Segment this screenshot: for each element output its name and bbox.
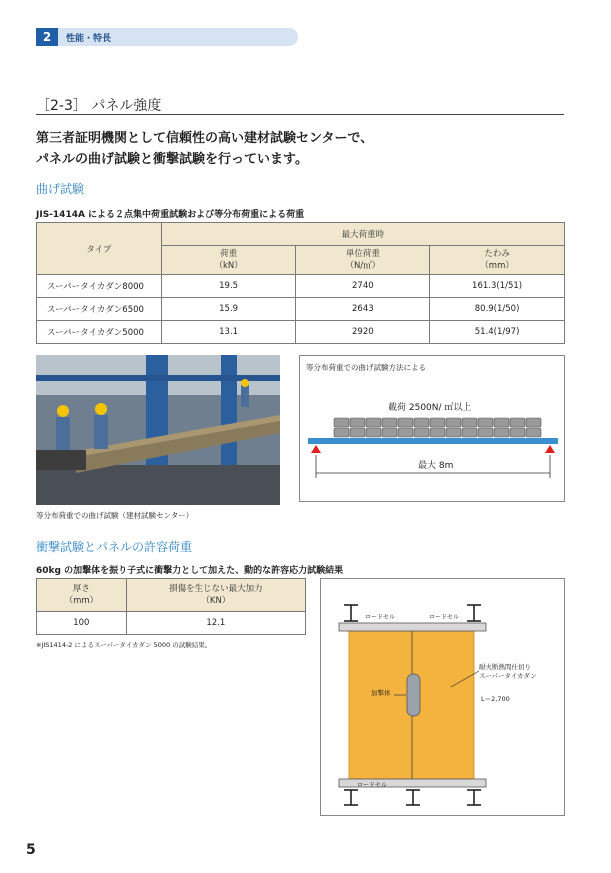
col-header-max-force: 損傷を生じない最大加力 （KN） — [126, 579, 305, 612]
section-number-badge: 2 — [36, 28, 58, 46]
test-photo-illustration — [36, 355, 280, 505]
panel-label: 耐火断熱間仕切り スーパータイカダン — [479, 663, 537, 680]
col-header-deflection: たわみ （mm） — [430, 246, 565, 275]
load-cell-label-top-left: ロードセル — [365, 614, 395, 621]
lead-line-2: パネルの曲げ試験と衝撃試験を行っています。 — [36, 152, 308, 167]
col-header-thickness: 厚さ （mm） — [37, 579, 127, 612]
footnote: ※JIS1414-2 によるスーパータイカダン 5000 の試験結果。 — [36, 641, 212, 649]
bending-diagram-drawing — [300, 356, 566, 503]
impact-table-caption: 60kg の加撃体を振り子式に衝撃力として加えた、動的な許容応力試験結果 — [36, 566, 344, 576]
lead-line-1: 第三者証明機関として信頼性の高い建材試験センターで、 — [36, 131, 374, 146]
table-row: 100 12.1 — [37, 612, 306, 635]
length-label: L＝2,700 — [481, 695, 510, 703]
impact-table — [36, 578, 306, 635]
section-rule — [36, 114, 564, 115]
bending-table-caption: JIS-1414A による２点集中荷重試験および等分布荷重による荷重 — [36, 210, 305, 220]
load-cell-label-top-right: ロードセル — [429, 614, 459, 621]
bending-heading: 曲げ試験 — [36, 182, 85, 196]
page-number: 5 — [26, 842, 36, 858]
impact-diagram — [320, 578, 565, 816]
group-header: 最大荷重時 — [161, 223, 564, 246]
photo-caption: 等分布荷重での曲げ試験（建材試験センター） — [36, 511, 194, 520]
section-title: ［2-3］ パネル強度 — [36, 98, 162, 114]
table-row: スーパータイカダン6500 15.9 2643 80.9(1/50) — [37, 298, 565, 321]
test-photo — [36, 355, 280, 505]
span-label: 最大 8m — [415, 458, 456, 471]
load-label: 載荷 2500N/ ㎡以上 — [388, 403, 472, 413]
table-row: スーパータイカダン5000 13.1 2920 51.4(1/97) — [37, 321, 565, 344]
impactor-label: 加撃体 — [371, 689, 391, 697]
diagram-title: 等分布荷重での曲げ試験方法による — [306, 363, 426, 372]
lead-text — [36, 128, 576, 170]
impact-heading: 衝撃試験とパネルの許容荷重 — [36, 540, 193, 554]
bending-table — [36, 222, 565, 344]
col-header-unit-load: 単位荷重 （N/㎡） — [296, 246, 430, 275]
type-header: タイプ — [37, 223, 162, 275]
col-header-load: 荷重 （kN） — [161, 246, 296, 275]
load-cell-label-bottom: ロードセル — [357, 782, 387, 789]
bending-diagram — [299, 355, 565, 502]
section-label: 性能・特長 — [66, 34, 112, 44]
table-row: スーパータイカダン8000 19.5 2740 161.3(1/51) — [37, 275, 565, 298]
